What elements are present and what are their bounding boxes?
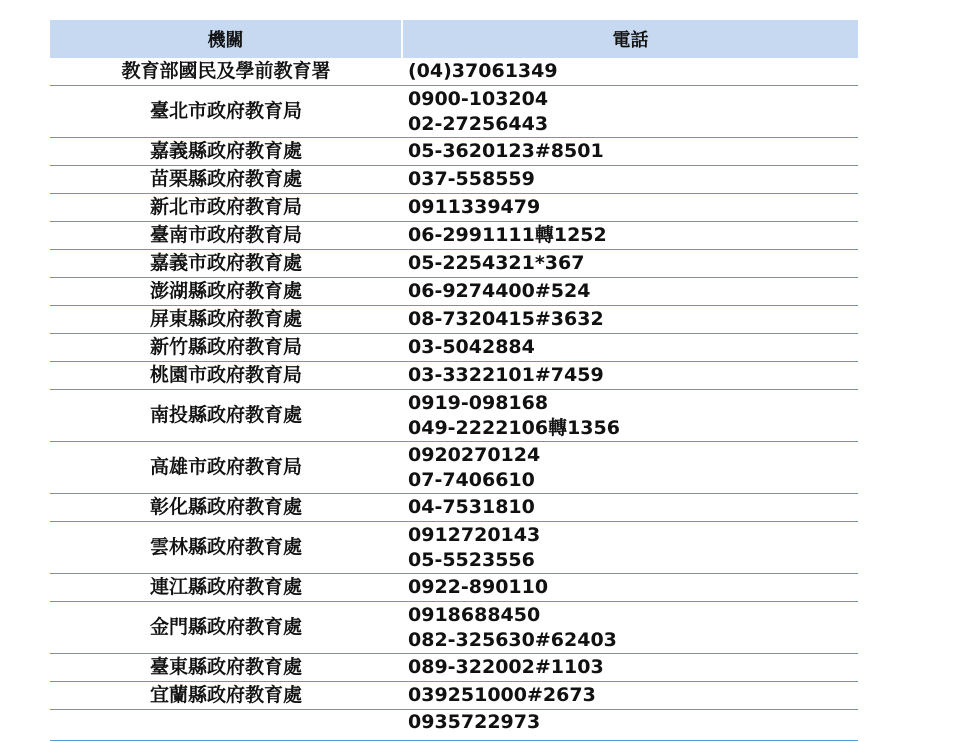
table-row (50, 390, 858, 442)
phone-number: 02-27256443 (408, 112, 549, 135)
phone-number: 08-7320415#3632 (408, 308, 604, 330)
agency-cell: 金門縣政府教育處 (50, 602, 402, 654)
agency-cell: 嘉義市政府教育處 (50, 250, 402, 278)
phone-cell (402, 362, 858, 390)
phone-cell (402, 710, 858, 741)
phone-number: 049-2222106轉1356 (408, 416, 620, 439)
phone-number: 03-3322101#7459 (408, 364, 604, 386)
agency-cell: 嘉義縣政府教育處 (50, 138, 402, 166)
phone-number: 06-9274400#524 (408, 280, 591, 302)
agency-cell: 雲林縣政府教育處 (50, 522, 402, 574)
phone-cell (402, 442, 858, 494)
agency-cell: 新北市政府教育局 (50, 194, 402, 222)
phone-cell (402, 86, 858, 138)
phone-number: 0900-103204 (408, 87, 549, 110)
phone-number: 089-322002#1103 (408, 656, 604, 678)
phone-number: 0918688450 (408, 603, 541, 626)
agency-cell (50, 710, 402, 741)
agency-cell: 臺南市政府教育局 (50, 222, 402, 250)
phone-number: 0935722973 (408, 711, 541, 733)
phone-cell (402, 602, 858, 654)
table-row (50, 222, 858, 250)
header-phone: 電話 (402, 20, 858, 58)
table-row (50, 574, 858, 602)
table-row (50, 442, 858, 494)
table-row (50, 682, 858, 710)
phone-cell (402, 306, 858, 334)
table-row (50, 654, 858, 682)
phone-cell (402, 58, 858, 86)
table-row (50, 166, 858, 194)
contact-table-container (50, 20, 858, 741)
phone-number: 0912720143 (408, 523, 541, 546)
phone-cell (402, 250, 858, 278)
table-row (50, 602, 858, 654)
phone-cell (402, 278, 858, 306)
phone-cell (402, 522, 858, 574)
phone-cell (402, 390, 858, 442)
phone-cell (402, 574, 858, 602)
header-agency: 機關 (50, 20, 402, 58)
table-row (50, 250, 858, 278)
table-row (50, 194, 858, 222)
phone-number: 05-5523556 (408, 548, 535, 571)
phone-cell (402, 194, 858, 222)
table-row (50, 306, 858, 334)
phone-number: (04)37061349 (408, 60, 558, 82)
agency-cell: 宜蘭縣政府教育處 (50, 682, 402, 710)
table-row (50, 278, 858, 306)
phone-cell (402, 682, 858, 710)
table-row (50, 138, 858, 166)
agency-cell: 連江縣政府教育處 (50, 574, 402, 602)
phone-number: 037-558559 (408, 168, 535, 190)
phone-cell (402, 138, 858, 166)
phone-number: 05-2254321*367 (408, 252, 585, 274)
phone-number: 039251000#2673 (408, 684, 596, 706)
table-row (50, 710, 858, 741)
phone-number: 0920270124 (408, 443, 541, 466)
phone-number: 03-5042884 (408, 336, 535, 358)
agency-cell: 彰化縣政府教育處 (50, 494, 402, 522)
phone-cell (402, 494, 858, 522)
phone-cell (402, 334, 858, 362)
table-row (50, 522, 858, 574)
table-body (50, 58, 858, 741)
agency-cell: 苗栗縣政府教育處 (50, 166, 402, 194)
agency-cell: 教育部國民及學前教育署 (50, 58, 402, 86)
table-row (50, 86, 858, 138)
agency-cell: 臺北市政府教育局 (50, 86, 402, 138)
table-row (50, 494, 858, 522)
table-row (50, 362, 858, 390)
phone-number: 05-3620123#8501 (408, 140, 604, 162)
phone-number: 07-7406610 (408, 468, 535, 491)
agency-cell: 高雄市政府教育局 (50, 442, 402, 494)
agency-cell: 臺東縣政府教育處 (50, 654, 402, 682)
agency-cell: 澎湖縣政府教育處 (50, 278, 402, 306)
phone-cell (402, 654, 858, 682)
phone-number: 0922-890110 (408, 576, 549, 598)
contact-table (50, 20, 858, 741)
phone-number: 04-7531810 (408, 496, 535, 518)
agency-cell: 桃園市政府教育局 (50, 362, 402, 390)
phone-number: 06-2991111轉1252 (408, 224, 607, 246)
phone-number: 0911339479 (408, 196, 541, 218)
table-header (50, 20, 858, 58)
phone-cell (402, 166, 858, 194)
phone-number: 082-325630#62403 (408, 628, 617, 651)
table-row (50, 334, 858, 362)
agency-cell: 屏東縣政府教育處 (50, 306, 402, 334)
phone-number: 0919-098168 (408, 391, 549, 414)
table-row (50, 58, 858, 86)
agency-cell: 南投縣政府教育處 (50, 390, 402, 442)
phone-cell (402, 222, 858, 250)
header-row (50, 20, 858, 58)
agency-cell: 新竹縣政府教育局 (50, 334, 402, 362)
